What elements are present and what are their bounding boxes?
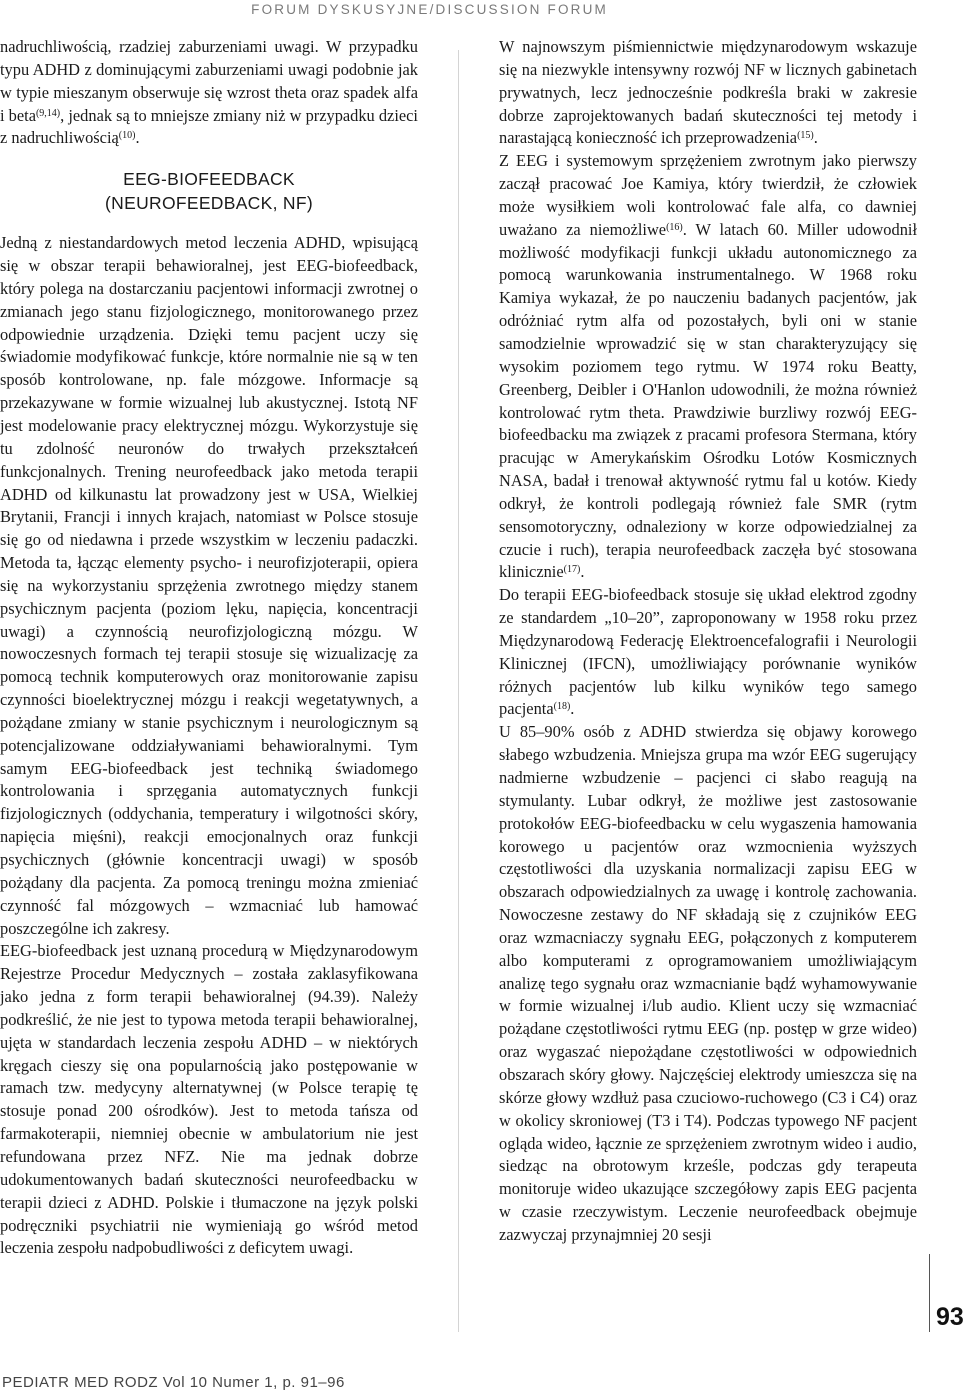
citation-ref: (10) bbox=[118, 130, 136, 142]
column-divider bbox=[458, 50, 459, 1332]
body-paragraph: Z EEG i systemowym sprzężeniem zwrotnym jako pierwszy zaczął pracować Joe Kamiya, który twierdził, że człowiek może wysiłkiem woli kontrolować fale alfa, co dawniej uważano za niemożliwe$^{(16)}$. W latach 60. Miller udowodnił możliwość modyfikacji funkcji układu autonomicznego za pomocą warunkowania instrumentalnego. W 1968 roku Kamiya wykazał, że po nauczeniu badanych pacjentów, jak odróżniać rytm alfa od pozostałych, byli oni w stanie samodzielnie wprowadzić się w stan charakteryzujący się wysokim poziomem tego rytmu. W 1974 roku Beatty, Greenberg, Deibler i O'Hanlon udowodnili, że można również kontrolować rytm theta. Prawdziwie burzliwy rozwój EEG-biofeedbacku ma związek z pracami profesora Stermana, który pracując w Amerykańskim Ośrodku Lotów Kosmicznych NASA, badał i trenował aktywność rytmu fal u kotów. Kiedy odkrył, że kontroli podlegają również fale SMR (rytm sensomotoryczny, odnaleziony w korze odpowiedzialnej za czucie i ruch), terapia neurofeedback zaczęła być stosowana klinicznie$^{(17)}$. bbox=[499, 151, 917, 582]
left-column bbox=[0, 36, 418, 1260]
footer-citation: PEDIATR MED RODZ Vol 10 Numer 1, p. 91–96 bbox=[2, 1374, 345, 1391]
section-heading bbox=[0, 167, 418, 215]
body-paragraph: EEG-biofeedback jest uznaną procedurą w Międzynarodowym Rejestrze Procedur Medycznych – została zaklasyfikowana jako jedna z form terapii behawioralnej (94.39). Należy podkreślić, że nie jest to typowa metoda terapii behawioralnej, ujęta w standardach leczenia zespołu ADHD – w niektórych kręgach cieszy się ona popularnością jako postępowanie w ramach tzw. medycyny alternatywnej (w Polsce terapię tę stosuje ponad 200 ośrodków). Jest to metoda tańsza od farmakoterapii, niemniej obecnie w ambulatorium nie jest refundowana przez NFZ. Nie ma jednak dobrze udokumentowanych badań skuteczności neurofeedbacku w terapii dzieci z ADHD. Polskie i tłumaczone na język polski podręczniki psychiatrii nie wymieniają go wśród metod leczenia zespołu nadpobudliwości z deficytem uwagi. bbox=[0, 941, 418, 1258]
running-head: FORUM DYSKUSYJNE/DISCUSSION FORUM bbox=[251, 2, 608, 17]
body-paragraph: W najnowszym piśmiennictwie międzynarodowym wskazuje się na niezwykle intensywny rozwój NF w licznych gabinetach prywatnych, lecz jednocześnie podkreśla braki w zakresie dobrze zaprojektowanych badań skuteczności tej metody i narastającą konieczność ich przeprowadzenia$^{(15)}$. bbox=[499, 37, 917, 148]
section-heading-line1: EEG-BIOFEEDBACK bbox=[123, 169, 295, 190]
page-number-rule bbox=[929, 1254, 930, 1332]
body-paragraph: U 85–90% osób z ADHD stwierdza się objawy korowego słabego wzbudzenia. Mniejsza grupa ma wzór EEG sugerujący nadmierne wzbudzenie – pacjenci ci słabo reagują na stymulanty. Lubar odkrył, że możliwe jest zastosowanie protokołów EEG-biofeedbacku w celu wygaszenia hamowania korowego u pacjentów oraz wzmocnienia wyższych częstotliwości dla uzyskania normalizacji zapisu EEG w obszarach odpowiedzialnych za uwagę i kontrolę zachowania. Nowoczesne zestawy do NF składają się z czujników EEG oraz wzmacniaczy sygnału EEG, połączonych z komputerem albo komputerami z oprogramowaniem umożliwiającym analizę tego sygnału oraz wzmacnianie bądź wyhamowywanie w formie wizualnej i/lub audio. Klient uczy się wzmacniać pożądane częstotliwości rytmu EEG (np. postęp w grze wideo) oraz wygaszać niepożądane częstotliwości w odpowiednich obszarach skóry głowy. Najczęściej elektrody umieszcza się na skórze głowy wzdłuż pasa czuciowo-ruchowego (C3 i C4) oraz w okolicy skroniowej (T3 i T4). Podczas typowego NF pacjent ogląda wideo, łącznie ze sprzężeniem zwrotnym wideo i audio, siedząc na obrotowym krześle, podczas gdy terapeuta monitoruje wideo ukazujące szczegółowy zapis EEG pacjenta w czasie rzeczywistym. Leczenie neurofeedback obejmuje zazwyczaj przynajmniej 20 sesji bbox=[499, 722, 917, 1244]
body-paragraph: Jedną z niestandardowych metod leczenia ADHD, wpisującą się w obszar terapii behawioralnej, jest EEG-biofeedback, który polega na dostarczaniu pacjentowi informacji zwrotnej o zmianach jego stanu fizjologicznego, monitorowanego przez odpowiednie urządzenia. Dzięki temu pacjent uczy się świadomie modyfikować funkcje, które normalnie nie są w ten sposób kontrolowane, np. fale mózgowe. Informacje są przekazywane w formie wizualnej lub akustycznej. Istotą NF jest modelowanie pracy elektrycznej mózgu. Wykorzystuje się tu zdolność neuronów do trwałych przekształceń funkcjonalnych. Trening neurofeedback jako metoda terapii ADHD od kilkunastu lat prowadzony jest w USA, Wielkiej Brytanii, Francji i innych krajach, natomiast w Polsce stosuje się go od niedawna i przede wszystkim w leczeniu padaczki. Metoda ta, łącząc elementy psycho- i neurofizjoterapii, opiera się na wykorzystaniu sprzężenia zwrotnego między stanem psychicznym pacjenta (poziom lęku, napięcia, koncentracji uwagi) a czynnością neurofizjologiczną mózgu. W nowoczesnych formach tej terapii stosuje się wizualizację za pomocą technik komputerowych oraz monitorowanie zapisu czynności bioelektrycznej mózgu i reakcji wegetatywnych, a pożądane zmiany w stanie psychicznym i neurologicznym są potencjalizowane oddziaływaniami behawioralnymi. Tym samym EEG-biofeedback jest techniką świadomego kontrolowania i sprzęgania automatycznych funkcji fizjologicznych (oddychania, temperatury i wilgotności skóry, napięcia mięśni), reakcji emocjonalnych oraz funkcji psychicznych (głównie koncentracji uwagi) w sposób pożądany dla pacjenta. Za pomocą treningu można zmieniać czynność fal mózgowych – wzmacniać lub hamować poszczególne ich zakresy. bbox=[0, 233, 418, 938]
citation-ref: (16) bbox=[666, 221, 683, 233]
citation-ref: (17) bbox=[563, 564, 581, 576]
section-heading-line2: (NEUROFEEDBACK, NF) bbox=[105, 193, 313, 214]
citation-ref: (15) bbox=[797, 130, 814, 142]
right-column bbox=[499, 36, 917, 1247]
page-number: 93 bbox=[936, 1303, 964, 1331]
intro-paragraph: nadruchliwością, rzadziej zaburzeniami uwagi. W przypadku typu ADHD z dominującymi zaburzeniami uwagi podobnie jak w typie mieszanym obserwuje się wzrost theta oraz spadek alfa i beta$^{(9,14)}$, jednak są to mniejsze zmiany niż w przypadku dzieci z nadruchliwością$^{(10)}$. bbox=[0, 37, 418, 148]
citation-ref: (18) bbox=[553, 701, 571, 713]
body-paragraph: Do terapii EEG-biofeedback stosuje się układ elektrod zgodny ze standardem „10–20”, zaproponowany w 1958 roku przez Międzynarodową Federację Elektroencefalografii i Neurologii Klinicznej (IFCN), umożliwiający porównanie wyników różnych pacjentów lub kilku wyników tego samego pacjenta$^{(18)}$. bbox=[499, 585, 917, 719]
citation-ref: (9,14) bbox=[35, 107, 61, 119]
